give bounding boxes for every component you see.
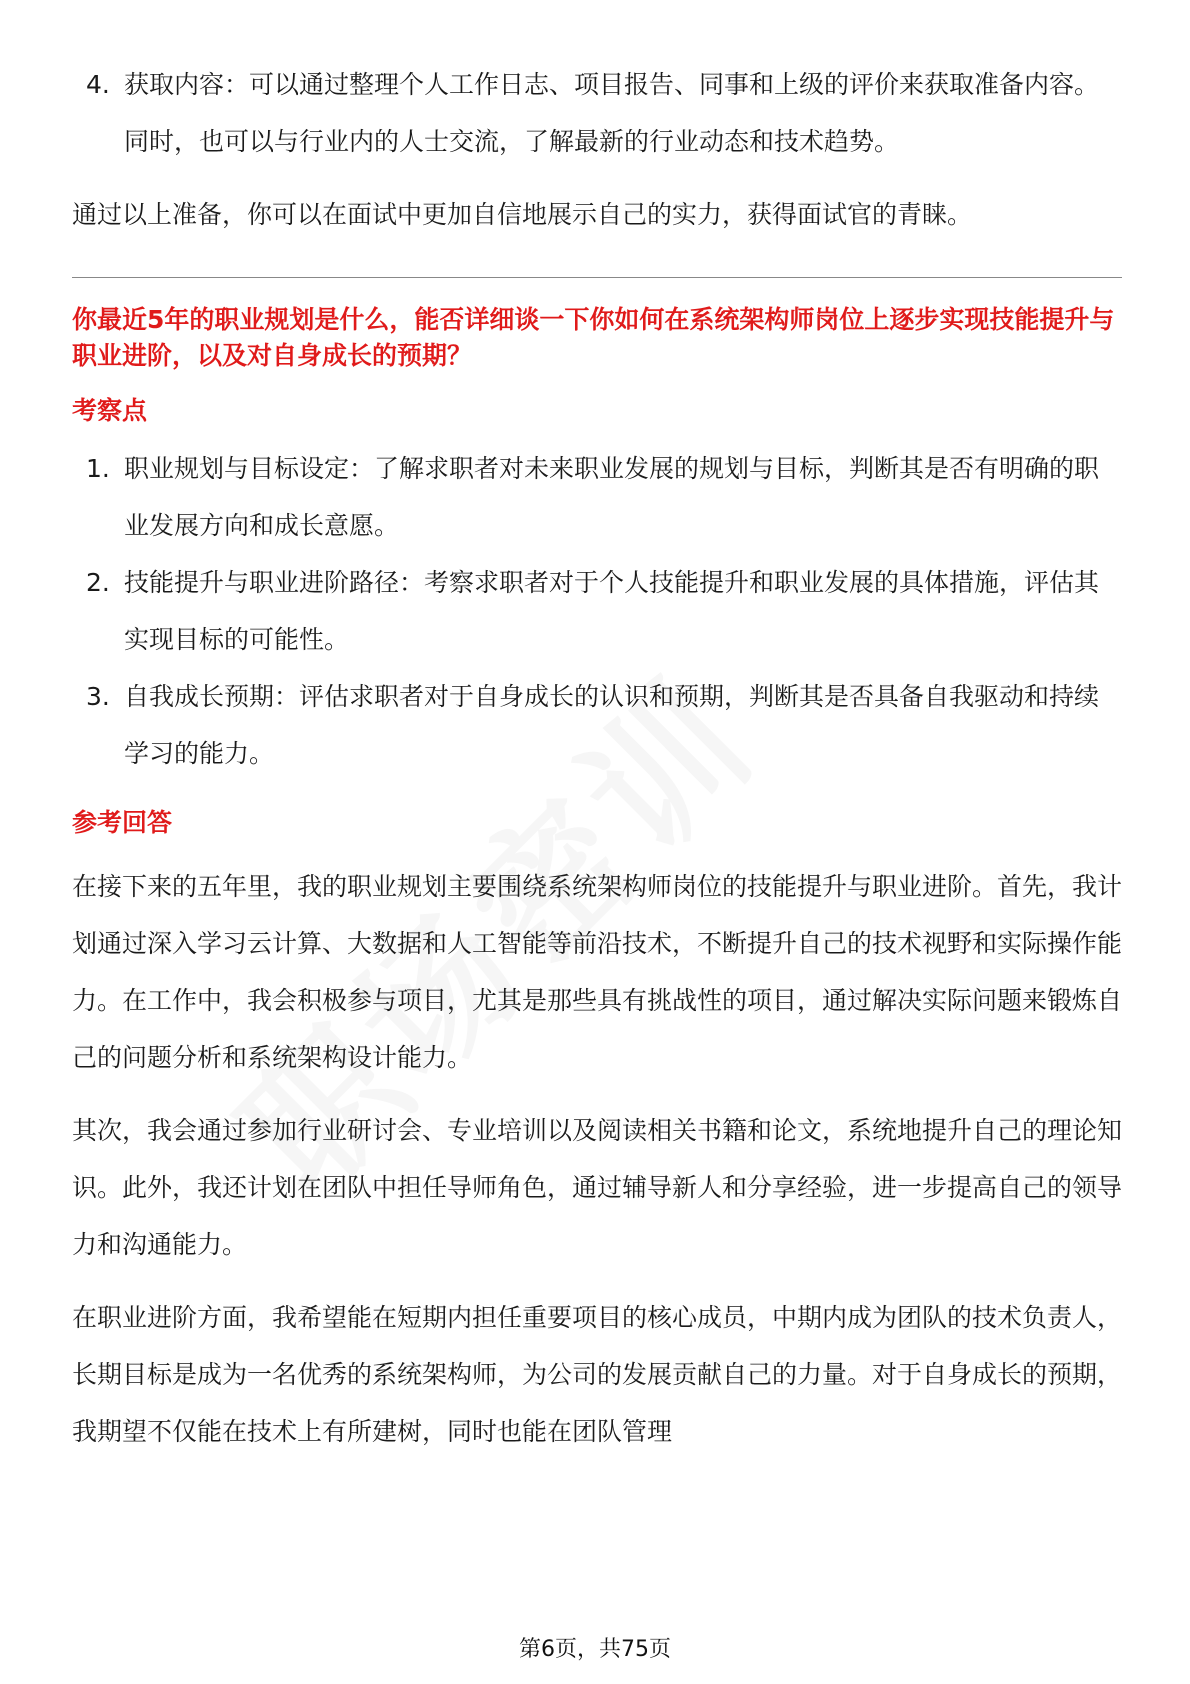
list-item-text: 自我成长预期：评估求职者对于自身成长的认识和预期，判断其是否具备自我驱动和持续学习的能力。 xyxy=(124,682,1100,768)
focus-list xyxy=(72,440,1122,782)
prep-list xyxy=(72,56,1122,170)
list-item xyxy=(72,554,1122,668)
answer-paragraph: 其次，我会通过参加行业研讨会、专业培训以及阅读相关书籍和论文，系统地提升自己的理论知识。此外，我还计划在团队中担任导师角色，通过辅导新人和分享经验，进一步提高自己的领导力和沟通能力。 xyxy=(72,1116,1123,1259)
list-item-number: 3. xyxy=(86,682,110,711)
answer-paragraph: 在职业进阶方面，我希望能在短期内担任重要项目的核心成员，中期内成为团队的技术负责人，长期目标是成为一名优秀的系统架构师，为公司的发展贡献自己的力量。对于自身成长的预期，我期望不仅能在技术上有所建树，同时也能在团队管理 xyxy=(72,1303,1123,1446)
list-item-number: 4. xyxy=(86,70,110,99)
question-heading: 你最近5年的职业规划是什么，能否详细谈一下你如何在系统架构师岗位上逐步实现技能提升与职业进阶，以及对自身成长的预期？ xyxy=(72,305,1115,370)
list-item xyxy=(72,56,1122,170)
list-item-text: 技能提升与职业进阶路径：考察求职者对于个人技能提升和职业发展的具体措施，评估其实现目标的可能性。 xyxy=(124,568,1100,654)
list-item-number: 1. xyxy=(86,454,110,483)
focus-label: 考察点 xyxy=(72,396,148,425)
summary-paragraph: 通过以上准备，你可以在面试中更加自信地展示自己的实力，获得面试官的青睐。 xyxy=(72,200,973,229)
list-item xyxy=(72,668,1122,782)
content xyxy=(72,56,1122,1460)
list-item xyxy=(72,440,1122,554)
answer-paragraph: 在接下来的五年里，我的职业规划主要围绕系统架构师岗位的技能提升与职业进阶。首先，我计划通过深入学习云计算、大数据和人工智能等前沿技术，不断提升自己的技术视野和实际操作能力。在工作中，我会积极参与项目，尤其是那些具有挑战性的项目，通过解决实际问题来锻炼自己的问题分析和系统架构设计能力。 xyxy=(72,872,1123,1072)
list-item-text: 获取内容：可以通过整理个人工作日志、项目报告、同事和上级的评价来获取准备内容。同时，也可以与行业内的人士交流，了解最新的行业动态和技术趋势。 xyxy=(124,70,1100,156)
list-item-text: 职业规划与目标设定：了解求职者对未来职业发展的规划与目标，判断其是否有明确的职业发展方向和成长意愿。 xyxy=(124,454,1100,540)
divider xyxy=(72,277,1122,278)
page-footer: 第6页，共75页 xyxy=(519,1637,671,1662)
list-item-number: 2. xyxy=(86,568,110,597)
answer-label: 参考回答 xyxy=(72,808,173,837)
